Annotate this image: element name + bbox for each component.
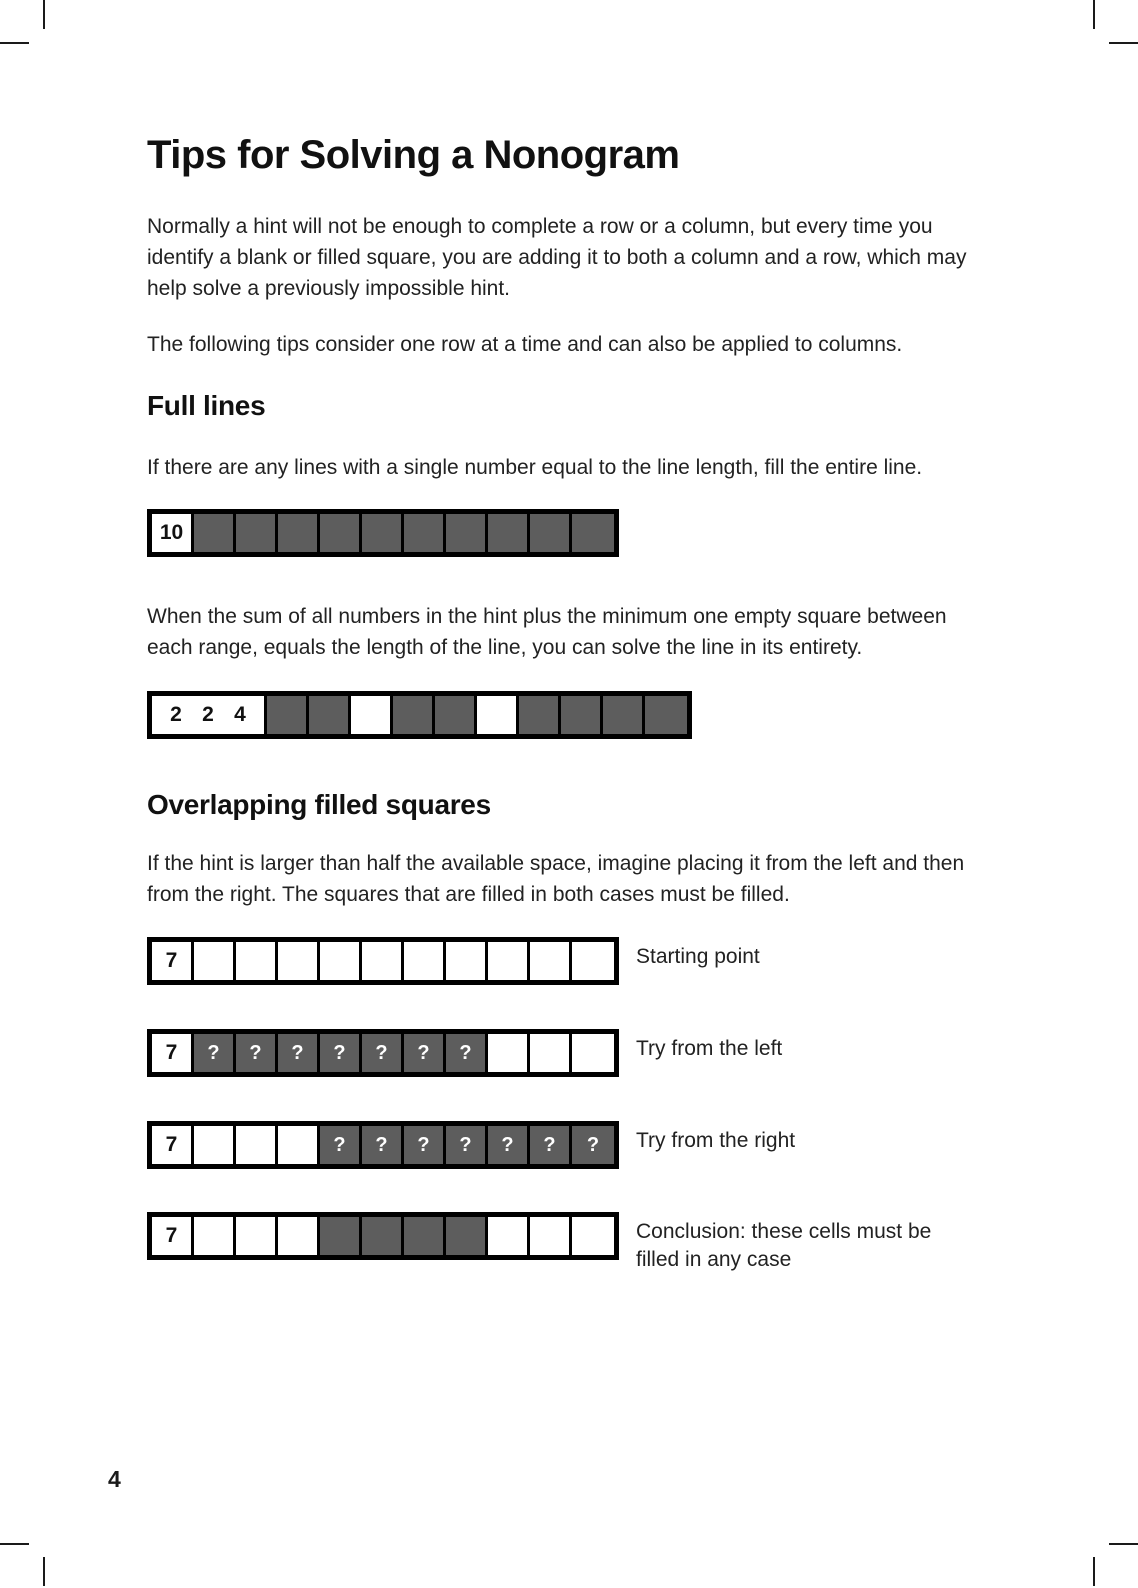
- filled-cell: [446, 514, 488, 552]
- example-row-try-right: [147, 1121, 1078, 1169]
- empty-cell: [572, 1034, 614, 1072]
- hint-cell: [152, 1034, 194, 1072]
- empty-cell: [530, 942, 572, 980]
- hint-cell: [152, 1217, 194, 1255]
- empty-cell: [488, 1034, 530, 1072]
- empty-cell: [194, 1126, 236, 1164]
- full-lines-paragraph-1: If there are any lines with a single number equal to the line length, fill the entire line.: [147, 456, 923, 479]
- hint-cell: [152, 942, 194, 980]
- empty-cell: [572, 942, 614, 980]
- filled-cell: [393, 696, 435, 734]
- filled-cell: [530, 514, 572, 552]
- filled-cell: [320, 1217, 362, 1255]
- question-cell: ?: [404, 1126, 446, 1164]
- hint-number: 7: [165, 1133, 178, 1156]
- hint-cell: [152, 514, 194, 552]
- empty-cell: [488, 942, 530, 980]
- example-row-starting-point: [147, 937, 1078, 985]
- question-cell: ?: [320, 1034, 362, 1072]
- filled-cell: [603, 696, 645, 734]
- diagram-caption: Starting point: [636, 945, 760, 968]
- example-row-sum-224: [147, 691, 1078, 739]
- empty-cell: [530, 1217, 572, 1255]
- nonogram-grid-starting-point: [147, 937, 619, 985]
- empty-cell: [404, 942, 446, 980]
- hint-number: 4: [234, 703, 246, 726]
- example-row-full-line: [147, 509, 1078, 557]
- filled-cell: [435, 696, 477, 734]
- hint-number: 2: [170, 703, 182, 726]
- empty-cell: [351, 696, 393, 734]
- filled-cell: [320, 514, 362, 552]
- empty-cell: [236, 1126, 278, 1164]
- hint-number: 7: [165, 1041, 178, 1064]
- question-cell: ?: [572, 1126, 614, 1164]
- question-cell: ?: [320, 1126, 362, 1164]
- filled-cell: [267, 696, 309, 734]
- example-row-conclusion: [147, 1212, 1078, 1274]
- empty-cell: [320, 942, 362, 980]
- question-cell: ?: [488, 1126, 530, 1164]
- empty-cell: [194, 1217, 236, 1255]
- empty-cell: [572, 1217, 614, 1255]
- empty-cell: [477, 696, 519, 734]
- full-lines-paragraph-2: When the sum of all numbers in the hint plus the minimum one empty square between each range, equals the length of the line, you can solve the line in its entirety.: [147, 605, 947, 659]
- section-heading-full-lines: Full lines: [147, 390, 266, 421]
- question-cell: ?: [530, 1126, 572, 1164]
- filled-cell: [194, 514, 236, 552]
- section-heading-overlapping: Overlapping filled squares: [147, 789, 491, 820]
- hint-number: 10: [159, 521, 184, 544]
- filled-cell: [362, 514, 404, 552]
- filled-cell: [278, 514, 320, 552]
- filled-cell: [572, 514, 614, 552]
- hint-number: 7: [165, 949, 178, 972]
- question-cell: ?: [278, 1034, 320, 1072]
- empty-cell: [194, 942, 236, 980]
- intro-paragraph-1: Normally a hint will not be enough to complete a row or a column, but every time you identify a blank or filled square, you are adding it to both a column and a row, which may help solve a previously impossible hint.: [147, 215, 967, 300]
- page-number: 4: [108, 1466, 121, 1492]
- hint-cell: [152, 1126, 194, 1164]
- empty-cell: [278, 1126, 320, 1164]
- empty-cell: [236, 1217, 278, 1255]
- filled-cell: [561, 696, 603, 734]
- question-cell: ?: [362, 1034, 404, 1072]
- nonogram-grid-try-left: [147, 1029, 619, 1077]
- filled-cell: [309, 696, 351, 734]
- hint-number: 7: [165, 1224, 178, 1247]
- nonogram-grid-full-line: [147, 509, 619, 557]
- question-cell: ?: [446, 1126, 488, 1164]
- example-row-try-left: [147, 1029, 1078, 1077]
- hint-cell: [152, 696, 267, 734]
- question-cell: ?: [446, 1034, 488, 1072]
- diagram-caption: Conclusion: these cells must be filled in any case: [636, 1220, 932, 1271]
- filled-cell: [446, 1217, 488, 1255]
- diagram-caption: Try from the right: [636, 1129, 796, 1152]
- empty-cell: [488, 1217, 530, 1255]
- filled-cell: [488, 514, 530, 552]
- empty-cell: [278, 942, 320, 980]
- filled-cell: [404, 1217, 446, 1255]
- question-cell: ?: [362, 1126, 404, 1164]
- filled-cell: [236, 514, 278, 552]
- nonogram-grid-sum-224: [147, 691, 692, 739]
- intro-paragraph-2: The following tips consider one row at a time and can also be applied to columns.: [147, 333, 903, 356]
- empty-cell: [278, 1217, 320, 1255]
- filled-cell: [519, 696, 561, 734]
- filled-cell: [362, 1217, 404, 1255]
- empty-cell: [362, 942, 404, 980]
- hint-number: 2: [202, 703, 214, 726]
- question-cell: ?: [404, 1034, 446, 1072]
- empty-cell: [236, 942, 278, 980]
- diagram-caption: Try from the left: [636, 1037, 783, 1060]
- empty-cell: [530, 1034, 572, 1072]
- question-cell: ?: [194, 1034, 236, 1072]
- nonogram-grid-conclusion: [147, 1212, 619, 1260]
- question-cell: ?: [236, 1034, 278, 1072]
- overlapping-paragraph-1: If the hint is larger than half the available space, imagine placing it from the left and then from the right. The squares that are filled in both cases must be filled.: [147, 852, 965, 906]
- empty-cell: [446, 942, 488, 980]
- filled-cell: [404, 514, 446, 552]
- filled-cell: [645, 696, 687, 734]
- nonogram-grid-try-right: [147, 1121, 619, 1169]
- page-title: Tips for Solving a Nonogram: [147, 133, 680, 177]
